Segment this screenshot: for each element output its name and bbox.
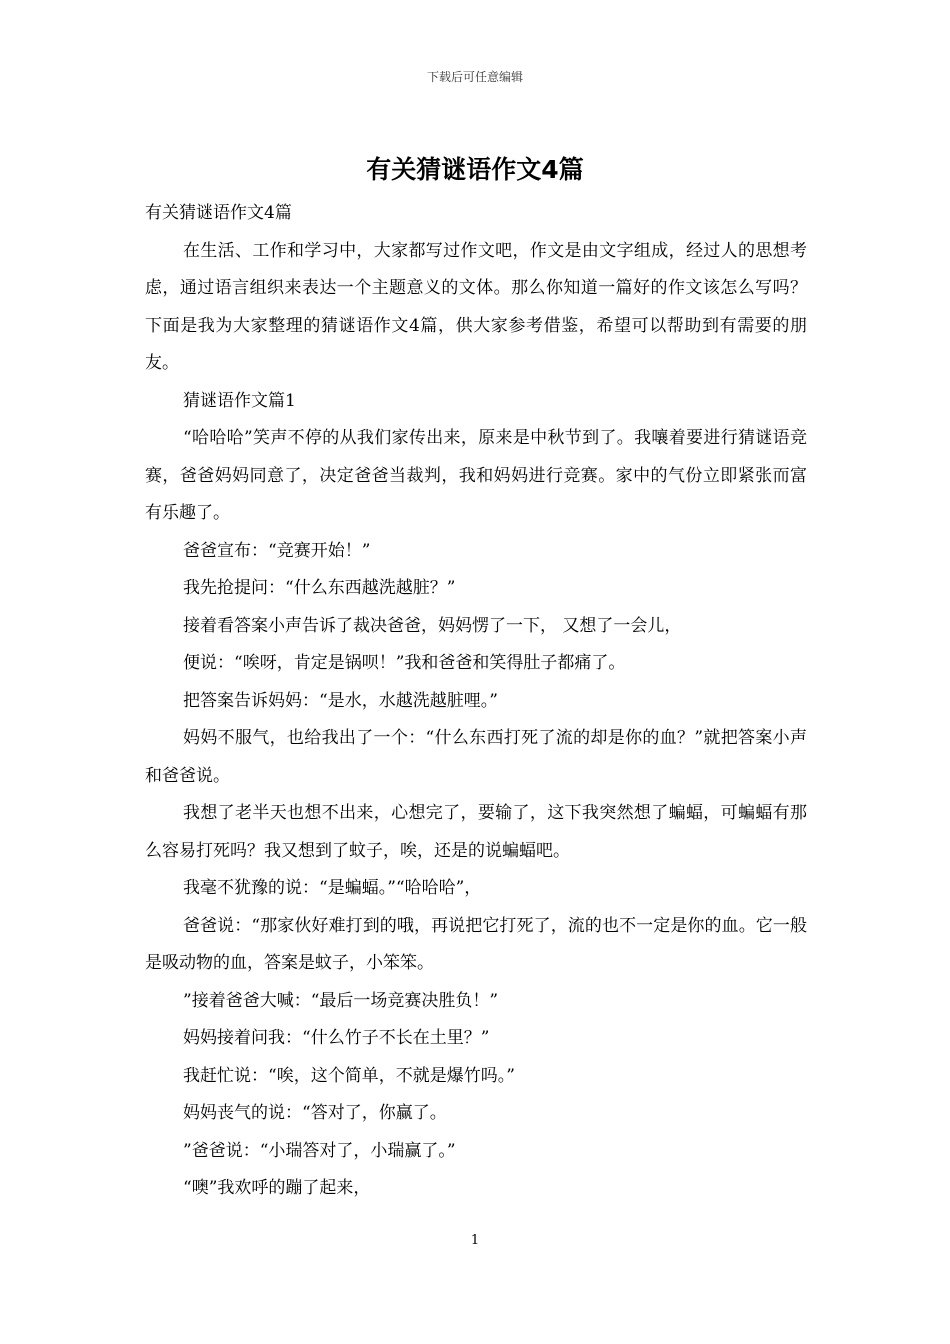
document-body [145, 195, 807, 1208]
paragraph: ”接着爸爸大喊：“最后一场竞赛决胜负！” [183, 990, 499, 1011]
paragraph: 我赶忙说：“唉，这个简单，不就是爆竹吗。” [183, 1065, 515, 1086]
page-header: 下载后可任意编辑 [426, 70, 523, 84]
paragraph: 猜谜语作文篇1 [183, 390, 296, 411]
paragraph: “噢”我欢呼的蹦了起来， [183, 1178, 371, 1198]
paragraph: 爸爸说：“那家伙好难打到的哦，再说把它打死了，流的也不一定是你的血。它一般是吸动物的血，答案是蚊子，小笨笨。 [145, 915, 807, 973]
paragraph: 接着看答案小声告诉了裁决爸爸，妈妈愣了一下， 又想了一会儿， [183, 615, 682, 636]
paragraph: 便说：“唉呀，肯定是锅呗！”我和爸爸和笑得肚子都痛了。 [183, 653, 626, 673]
paragraph: 妈妈接着问我：“什么竹子不长在土里？” [183, 1028, 490, 1048]
paragraph: 妈妈丧气的说：“答对了，你赢了。 [183, 1103, 447, 1123]
paragraph: 妈妈不服气，也给我出了一个：“什么东西打死了流的却是你的血？”就把答案小声和爸爸说。 [145, 728, 807, 786]
paragraph: “哈哈哈”笑声不停的从我们家传出来，原来是中秋节到了。我嚷着要进行猜谜语竞赛，爸爸妈妈同意了，决定爸爸当裁判，我和妈妈进行竞赛。家中的气份立即紧张而富有乐趣了。 [145, 428, 807, 523]
page-number: 1 [470, 1233, 480, 1248]
paragraph: 我想了老半天也想不出来，心想完了，要输了，这下我突然想了蝙蝠，可蝙蝠有那么容易打死吗？我又想到了蚊子，唉，还是的说蝙蝠吧。 [145, 803, 807, 861]
paragraph: 在生活、工作和学习中，大家都写过作文吧，作文是由文字组成，经过人的思想考虑，通过语言组织来表达一个主题意义的文体。那么你知道一篇好的作文该怎么写吗？下面是我为大家整理的猜谜语作文4篇，供大家参考借鉴，希望可以帮助到有需要的朋友。 [145, 240, 807, 373]
paragraph: 我毫不犹豫的说：“是蝙蝠。”“哈哈哈”， [183, 878, 482, 898]
paragraph: 把答案告诉妈妈：“是水，水越洗越脏哩。” [183, 690, 498, 711]
paragraph: 我先抢提问：“什么东西越洗越脏？” [183, 578, 456, 598]
paragraph: ”爸爸说：“小瑞答对了，小瑞赢了。” [183, 1140, 456, 1161]
document-title: 有关猜谜语作文4篇 [366, 155, 584, 184]
paragraph: 爸爸宣布：“竞赛开始！” [183, 540, 371, 561]
paragraph: 有关猜谜语作文4篇 [145, 203, 292, 223]
